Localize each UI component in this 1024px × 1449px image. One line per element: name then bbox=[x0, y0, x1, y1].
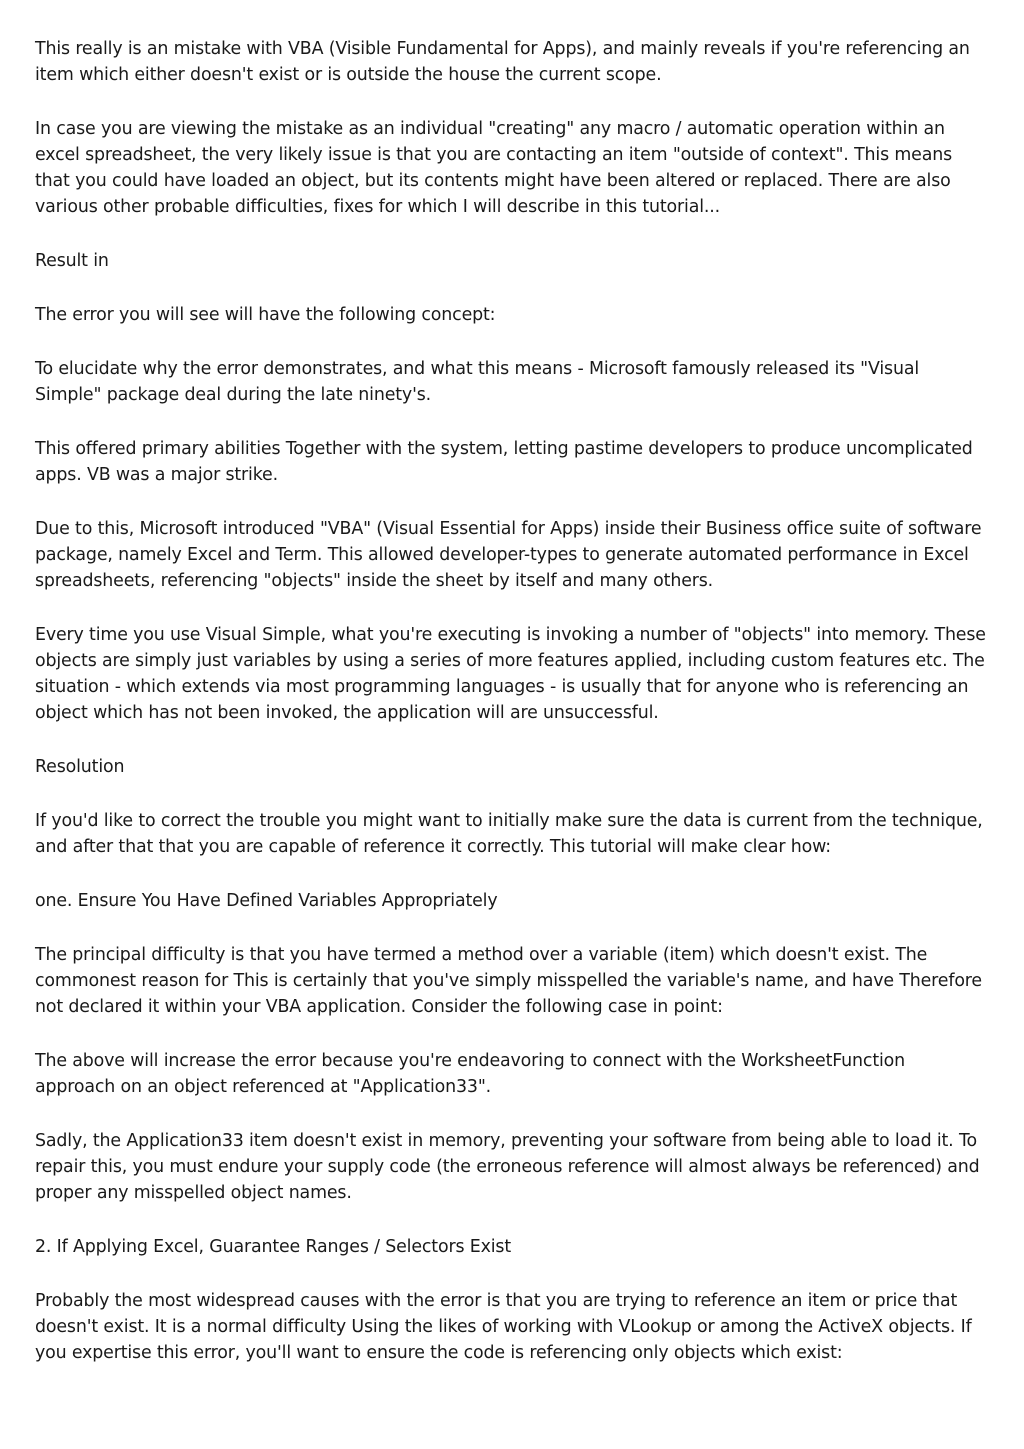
paragraph-widespread-causes: Probably the most widespread causes with the error is that you are trying to reference an item or price that doesn't exist. It is a normal difficulty Using the likes of working with VLookup or among the ActiveX objects. If you expertise this error, you'll want to ensure the code is referencing only objects which exist: bbox=[35, 1291, 972, 1363]
paragraph-error-concept: The error you will see will have the following concept: bbox=[35, 305, 496, 325]
heading-step-one: one. Ensure You Have Defined Variables Appropriately bbox=[35, 891, 498, 911]
paragraph-abilities: This offered primary abilities Together with the system, letting pastime developers to produce uncomplicated apps. VB was a major strike. bbox=[35, 439, 973, 485]
heading-result-in: Result in bbox=[35, 251, 109, 271]
paragraph-repair: Sadly, the Application33 item doesn't exist in memory, preventing your software from being able to load it. To repair this, you must endure your supply code (the erroneous reference will almost always be referenced) and proper any misspelled object names. bbox=[35, 1131, 980, 1203]
paragraph-visual-simple: To elucidate why the error demonstrates, and what this means - Microsoft famously released its "Visual Simple" package deal during the late ninety's. bbox=[35, 359, 920, 405]
heading-step-two: 2. If Applying Excel, Guarantee Ranges / Selectors Exist bbox=[35, 1237, 511, 1257]
paragraph-correct-trouble: If you'd like to correct the trouble you might want to initially make sure the data is current from the technique, and after that that you are capable of reference it correctly. This tutorial will make clear how: bbox=[35, 811, 983, 857]
document-body bbox=[35, 36, 990, 1394]
paragraph-objects-memory: Every time you use Visual Simple, what you're executing is invoking a number of "objects" into memory. These objects are simply just variables by using a series of more features applied, including custom features etc. The situation - which extends via most programming languages - is usually that for anyone who is referencing an object which has not been invoked, the application will are unsuccessful. bbox=[35, 625, 986, 723]
paragraph-context: In case you are viewing the mistake as an individual "creating" any macro / automatic operation within an excel spreadsheet, the very likely issue is that you are contacting an item "outside of context". This means that you could have loaded an object, but its contents might have been altered or replaced. There are also various other probable difficulties, fixes for which I will describe in this tutorial... bbox=[35, 119, 953, 217]
heading-resolution: Resolution bbox=[35, 757, 125, 777]
paragraph-principal-difficulty: The principal difficulty is that you have termed a method over a variable (item) which doesn't exist. The commonest reason for This is certainly that you've simply misspelled the variable's name, and have Therefore not declared it within your VBA application. Consider the following case in point: bbox=[35, 945, 982, 1017]
paragraph-intro: This really is an mistake with VBA (Visible Fundamental for Apps), and mainly reveals if you're referencing an item which either doesn't exist or is outside the house the current scope. bbox=[35, 39, 970, 85]
paragraph-vba-intro: Due to this, Microsoft introduced "VBA" (Visual Essential for Apps) inside their Business office suite of software package, namely Excel and Term. This allowed developer-types to generate automated performance in Excel spreadsheets, referencing "objects" inside the sheet by itself and many others. bbox=[35, 519, 982, 591]
paragraph-application33: The above will increase the error because you're endeavoring to connect with the WorksheetFunction approach on an object referenced at "Application33". bbox=[35, 1051, 906, 1097]
